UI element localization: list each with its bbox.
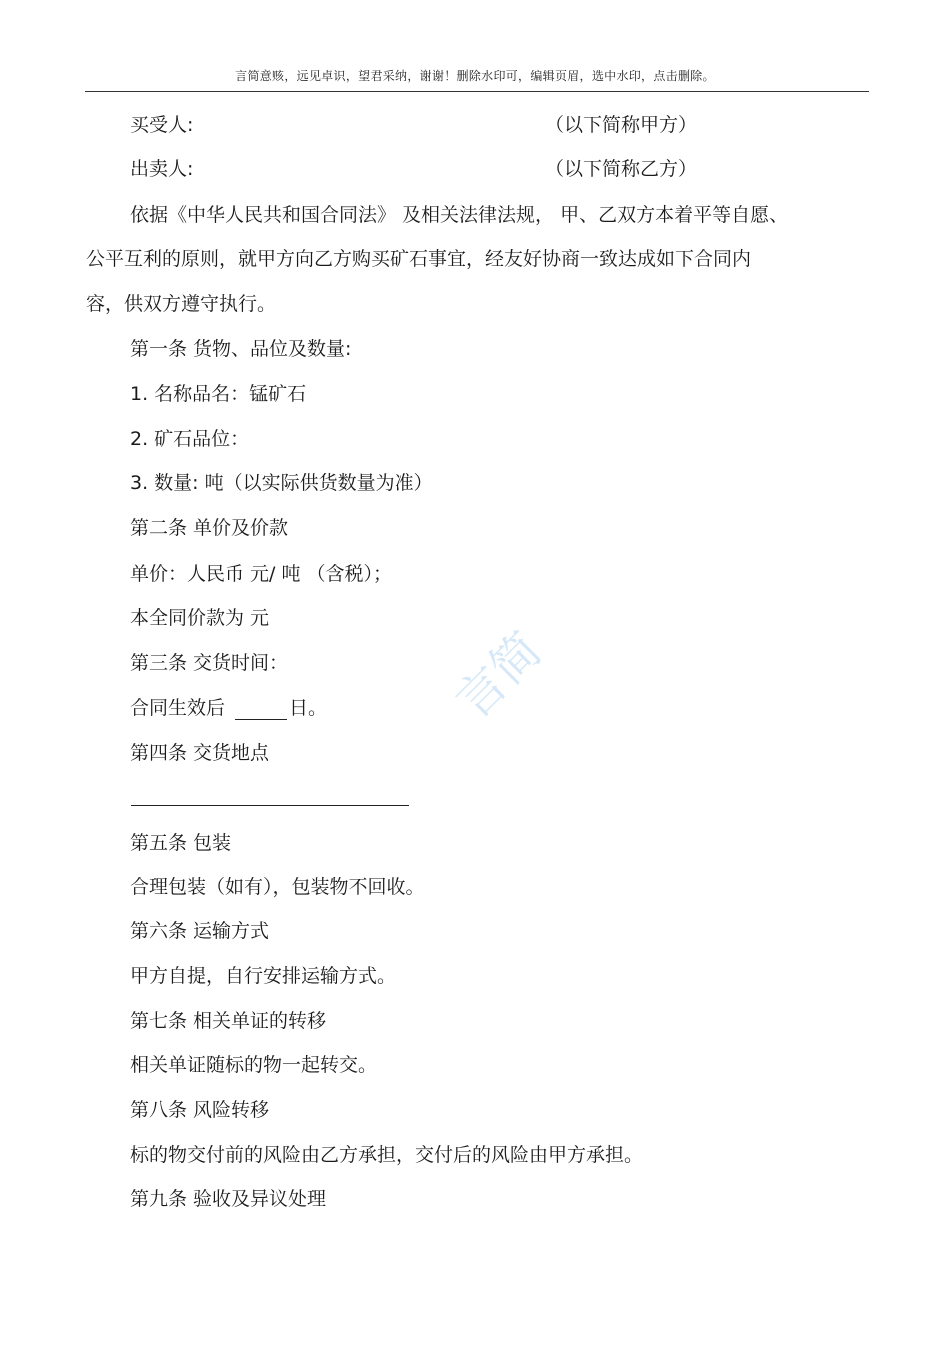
article-5-content: 合理包装（如有），包装物不回收。: [130, 876, 425, 898]
seller-note: （以下简称乙方）: [545, 158, 698, 180]
article-3-title: 第三条 交货时间：: [130, 652, 289, 674]
article-7-title: 第七条 相关单证的转移: [130, 1010, 327, 1032]
article-1-item-3: 3. 数量: 吨（以实际供货数量为准）: [130, 472, 433, 494]
article-3-content: [130, 696, 327, 720]
article-8-title: 第八条 风险转移: [130, 1099, 270, 1121]
article-1-title: 第一条 货物、品位及数量:: [130, 338, 352, 360]
days-blank: [235, 701, 287, 720]
article-7-content: 相关单证随标的物一起转交。: [130, 1054, 378, 1076]
buyer-note: （以下简称甲方）: [545, 114, 698, 136]
article-9-title: 第九条 验收及异议处理: [130, 1188, 327, 1210]
seller-label: 出卖人:: [130, 158, 194, 180]
article-6-content: 甲方自提，自行安排运输方式。: [130, 965, 397, 987]
buyer-label: 买受人:: [130, 114, 194, 136]
article-2-total: 本全同价款为 元: [130, 607, 270, 629]
intro-line-1: 依据《中华人民共和国合同法》 及相关法律法规， 甲、乙双方本着平等自愿、: [130, 204, 789, 226]
article-1-item-2: 2. 矿石品位：: [130, 428, 250, 450]
article-6-title: 第六条 运输方式: [130, 920, 270, 942]
article-2-price: 单价：人民币 元/ 吨 （含税）；: [130, 563, 393, 585]
intro-line-2: 公平互利的原则，就甲方向乙方购买矿石事宜，经友好协商一致达成如下合同内: [86, 248, 752, 270]
article-5-title: 第五条 包装: [130, 832, 232, 854]
header-note: 言简意赅，远见卓识，望君采纳，谢谢！删除水印可，编辑页眉，选中水印，点击删除。: [235, 69, 715, 83]
watermark[interactable]: 言简: [445, 621, 553, 730]
header-divider: [85, 91, 869, 92]
article-4-title: 第四条 交货地点: [130, 742, 270, 764]
article-3-content-prefix: 合同生效后: [130, 697, 226, 719]
article-2-title: 第二条 单价及价款: [130, 517, 289, 539]
intro-line-3: 容，供双方遵守执行。: [86, 293, 277, 315]
article-8-content: 标的物交付前的风险由乙方承担，交付后的风险由甲方承担。: [130, 1144, 644, 1166]
article-1-item-1: 1. 名称品名：锰矿石: [130, 383, 307, 405]
article-3-content-suffix: 日。: [289, 697, 328, 719]
delivery-location-blank: [131, 805, 409, 806]
